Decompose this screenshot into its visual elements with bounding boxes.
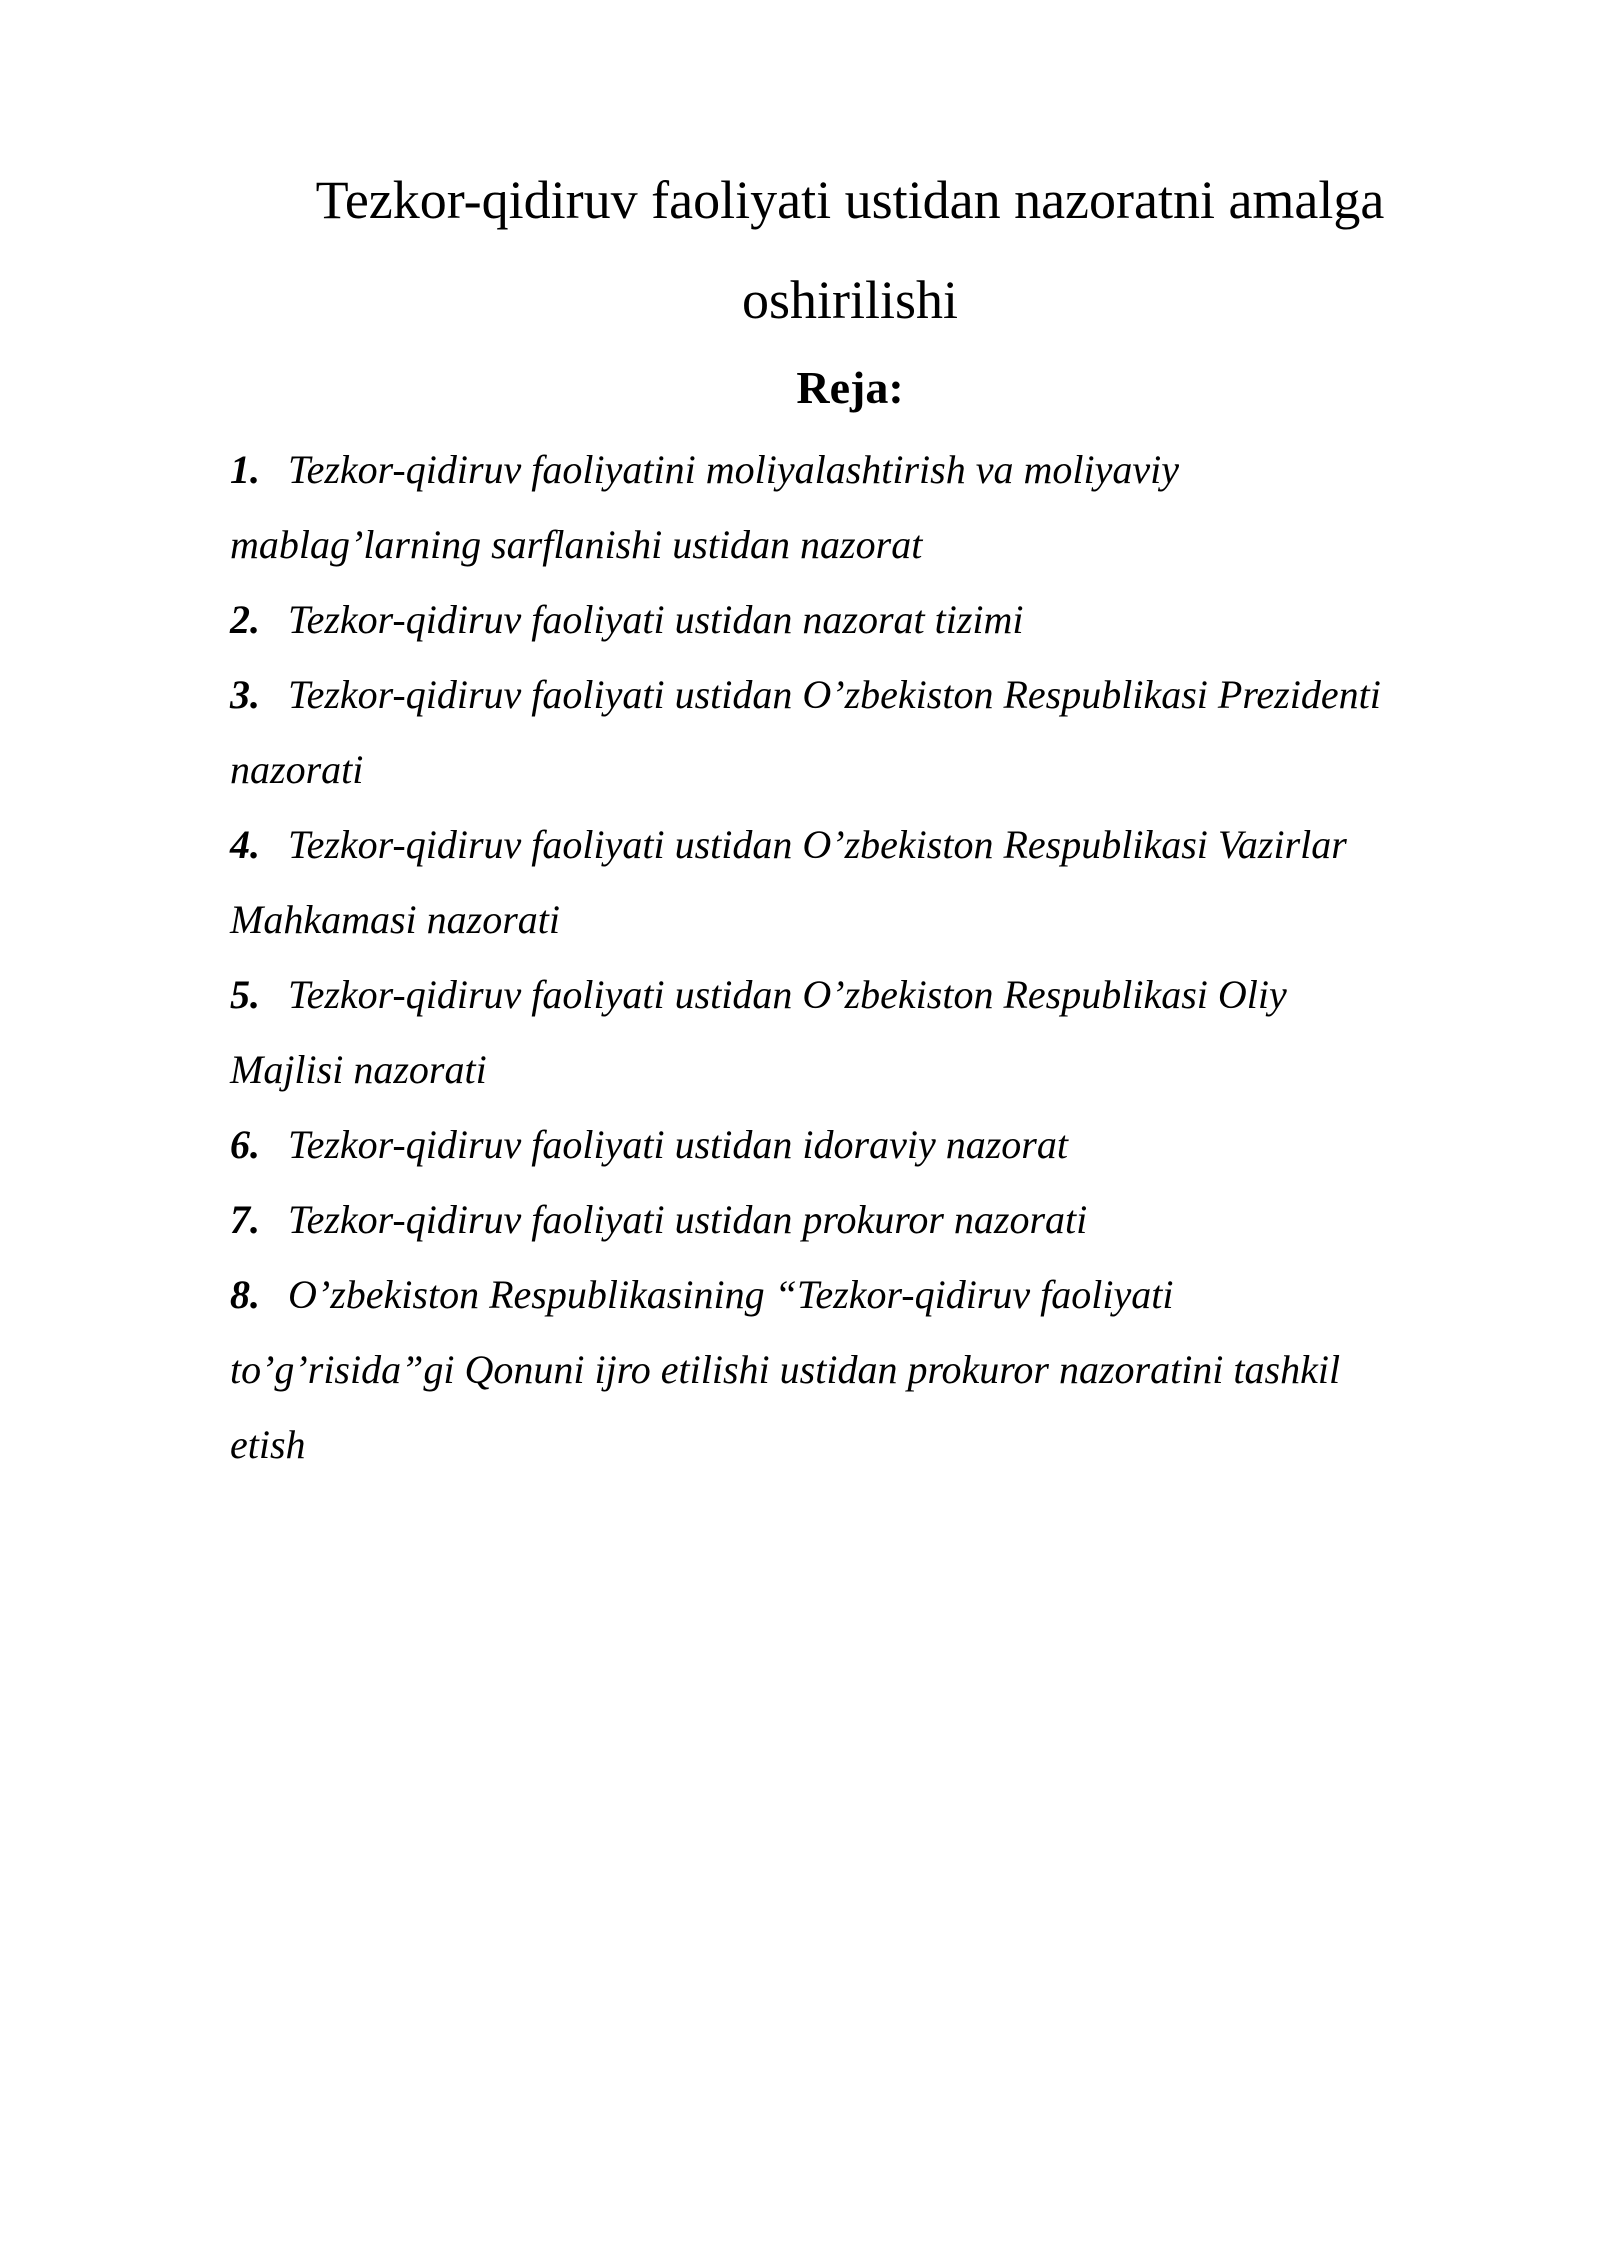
- plan-item-number: 3.: [230, 672, 260, 717]
- plan-item-number: 5.: [230, 972, 260, 1017]
- page-title: [230, 150, 1470, 350]
- plan-item-7: [230, 1182, 1490, 1257]
- plan-item-number: 4.: [230, 822, 260, 867]
- plan-item-1: [230, 432, 1490, 582]
- plan-item-number: 8.: [230, 1272, 260, 1317]
- page-title-line-1: Tezkor-qidiruv faoliyati ustidan nazoratni amalga: [315, 170, 1385, 230]
- plan-item-text: Tezkor-qidiruv faoliyati ustidan O’zbekiston Respublikasi Prezidenti: [288, 672, 1381, 717]
- plan-item-text-continued: etish: [230, 1422, 306, 1467]
- plan-item-text-continued: Majlisi nazorati: [230, 1047, 487, 1092]
- plan-item-text-continued: to’g’risida”gi Qonuni ijro etilishi ustidan prokuror nazoratini tashkil: [230, 1347, 1341, 1392]
- plan-item-4: [230, 807, 1490, 957]
- plan-item-6: [230, 1107, 1490, 1182]
- plan-heading: Reja:: [796, 362, 904, 413]
- plan-item-number: 6.: [230, 1122, 260, 1167]
- plan-item-text: Tezkor-qidiruv faoliyati ustidan prokuror nazorati: [288, 1197, 1088, 1242]
- plan-item-text-continued: Mahkamasi nazorati: [230, 897, 560, 942]
- plan-item-3: [230, 657, 1490, 807]
- plan-item-text: Tezkor-qidiruv faoliyatini moliyalashtirish va moliyaviy: [288, 447, 1179, 492]
- plan-item-text: Tezkor-qidiruv faoliyati ustidan idoraviy nazorat: [288, 1122, 1068, 1167]
- plan-item-number: 1.: [230, 447, 260, 492]
- plan-item-5: [230, 957, 1490, 1107]
- plan-item-8: [230, 1257, 1490, 1482]
- plan-item-text: Tezkor-qidiruv faoliyati ustidan nazorat tizimi: [288, 597, 1024, 642]
- plan-item-text-continued: nazorati: [230, 747, 364, 792]
- plan-item-text-continued: mablag’larning sarflanishi ustidan nazorat: [230, 522, 923, 567]
- plan-item-text: Tezkor-qidiruv faoliyati ustidan O’zbekiston Respublikasi Vazirlar: [288, 822, 1347, 867]
- plan-item-number: 2.: [230, 597, 260, 642]
- plan-item-text: O’zbekiston Respublikasining “Tezkor-qidiruv faoliyati: [288, 1272, 1174, 1317]
- plan-item-2: [230, 582, 1490, 657]
- plan-list: [230, 432, 1490, 1482]
- page-title-line-2: oshirilishi: [741, 270, 959, 330]
- plan-item-text: Tezkor-qidiruv faoliyati ustidan O’zbekiston Respublikasi Oliy: [288, 972, 1287, 1017]
- plan-item-number: 7.: [230, 1197, 260, 1242]
